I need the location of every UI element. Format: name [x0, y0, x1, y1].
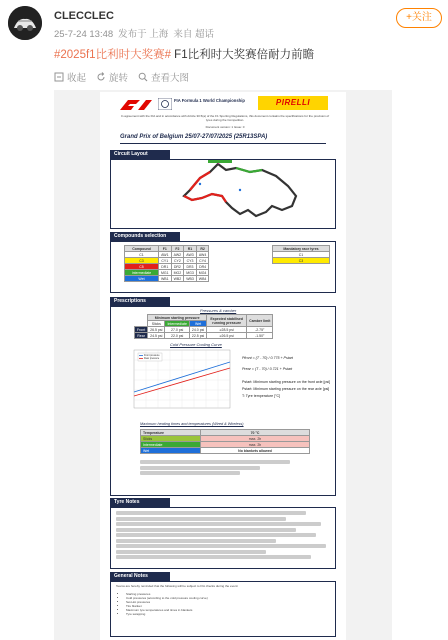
- header-cell: Wet: [189, 321, 206, 327]
- table-cell: WB3: [184, 276, 197, 282]
- compounds-table: [124, 245, 209, 282]
- grand-prix-title: Grand Prix of Belgium 25/07-27/07/2025 (25R13SPA): [120, 134, 268, 140]
- table-cell: WB2: [171, 276, 184, 282]
- fia-title: FIA Formula 1 World Championship: [174, 98, 245, 103]
- header-cell: Slicks: [148, 321, 165, 327]
- table-cell: WB1: [159, 276, 172, 282]
- pirelli-document: [100, 92, 346, 640]
- pressure-formulas: [242, 356, 334, 399]
- list-item: • Maximum tyre temperatures and times in blankets: [126, 608, 322, 612]
- curve-title: Cold Pressure Cooling Curve: [170, 342, 222, 347]
- header-cell: Intermediate: [165, 321, 189, 327]
- heating-footnotes: [140, 460, 300, 477]
- compound-cell: C3: [125, 258, 159, 264]
- table-cell: 26.5 psi: [148, 327, 165, 333]
- table-cell: CY2: [171, 258, 184, 264]
- section-tyre-notes: Tyre Notes: [110, 498, 170, 507]
- table-cell: 27.0 psi: [165, 327, 189, 333]
- table-cell: 22.5 psi: [189, 333, 206, 339]
- cooling-curve-plot: [124, 348, 234, 416]
- header-cell: R1: [184, 246, 197, 252]
- table-cell: DR1: [159, 264, 172, 270]
- rotate-button[interactable]: [96, 70, 128, 84]
- table-cell: CY1: [159, 258, 172, 264]
- list-item: • Starting pressures: [126, 592, 322, 596]
- table-cell: MG3: [184, 270, 197, 276]
- temperature-values: 70 °C: [201, 430, 310, 436]
- table-cell: MG1: [159, 270, 172, 276]
- pirelli-logo: PIRELLI: [258, 96, 328, 110]
- pstart-front-label: Pstart: Minimum starting pressure on the front axle [psi]: [242, 380, 331, 384]
- general-notes-lead: Teams are hereby reminded that the following will be subject to FIA checks during the event:: [116, 584, 239, 588]
- avatar-image-icon: [8, 6, 42, 40]
- heating-tyre-cell: Wet: [141, 448, 201, 454]
- hashtag-link[interactable]: #2025f1比利时大奖赛#: [54, 49, 171, 61]
- table-cell: AW1: [159, 252, 172, 258]
- mandatory-tyres-table: [272, 245, 330, 264]
- table-cell: AW3: [184, 252, 197, 258]
- heating-tyre-cell: Intermediate: [141, 442, 201, 448]
- group-header: Minimum starting pressure: [148, 315, 207, 321]
- compound-cell: Wet: [125, 276, 159, 282]
- username[interactable]: CLECCLEC: [54, 10, 114, 22]
- temperature-header: Temperature: [141, 430, 201, 436]
- timestamp: 25-7-24 13:48: [54, 29, 114, 40]
- list-item: • Tyre swapping: [126, 612, 322, 616]
- table-cell: ≥28.5 psi: [207, 327, 247, 333]
- circuit-map: [140, 160, 310, 228]
- section-circuit-layout: Circuit Layout: [110, 150, 170, 159]
- table-row: [125, 276, 209, 282]
- post-header: [0, 0, 448, 44]
- table-cell: 24.5 psi: [148, 333, 165, 339]
- table-cell: AW2: [171, 252, 184, 258]
- heating-value-cell: No blankets allowed: [201, 448, 310, 454]
- header-cell: R2: [196, 246, 209, 252]
- table-cell: ≥26.5 psi: [207, 333, 247, 339]
- axle-cell: Front: [135, 327, 148, 333]
- table-cell: DR3: [184, 264, 197, 270]
- collapse-label: 收起: [67, 73, 87, 84]
- list-item: • Cold pressures (according to the cold pressure cooling curve): [126, 596, 322, 600]
- table-cell: -1.50°: [247, 333, 273, 339]
- temperature-label: T: Tyre temperature [°C]: [242, 394, 281, 398]
- post-location: 发布于 上海: [118, 29, 169, 40]
- pstart-rear-label: Pstart: Minimum starting pressure on the rear axle [psi]: [242, 387, 330, 391]
- table-cell: WB4: [196, 276, 209, 282]
- table-cell: 22.0 psi: [165, 333, 189, 339]
- general-notes-list: [122, 592, 322, 616]
- collapse-button[interactable]: [54, 70, 86, 84]
- table-cell: 24.0 psi: [189, 327, 206, 333]
- header-cell: F1: [159, 246, 172, 252]
- post-meta: [54, 26, 219, 40]
- rotate-icon: [96, 72, 106, 82]
- header-cell: Compound: [125, 246, 159, 252]
- section-general-notes: General Notes: [110, 572, 170, 581]
- avatar[interactable]: [8, 6, 42, 40]
- pressures-table: [134, 314, 273, 339]
- table-cell: DR2: [171, 264, 184, 270]
- header-cell: F2: [171, 246, 184, 252]
- view-large-label: 查看大图: [151, 73, 190, 84]
- table-cell: AW4: [196, 252, 209, 258]
- heating-title: Maximum heating times and temperatures (Wired & Wireless): [140, 422, 244, 426]
- intro-text: In agreement with the FIA and in accordance with Article 30.5(a) of the F1 Sporting Regulations, this document contains the specifications for the provision of tyres during the Competition.: [120, 114, 330, 122]
- curve-legend: [144, 354, 160, 360]
- list-item: • Set-Hot pressures: [126, 600, 322, 604]
- section-compounds: Compounds selection: [110, 232, 180, 241]
- table-row: [141, 448, 310, 454]
- collapse-icon: [54, 72, 64, 82]
- legend-front: Front pressure: [144, 354, 160, 357]
- image-toolbar: [54, 70, 199, 84]
- view-large-button[interactable]: [138, 70, 189, 84]
- formula-front: Pfront = (T - 70) / 0.775 + Pstart: [242, 356, 293, 360]
- f1-logo-icon: [118, 98, 158, 112]
- list-item: • Tire blanket: [126, 604, 322, 608]
- legend-rear: Rear pressure: [144, 357, 160, 360]
- table-row: [135, 333, 273, 339]
- zoom-icon: [138, 72, 148, 82]
- post-body: F1比利时大奖赛倍耐力前瞻: [170, 49, 315, 61]
- mandatory-header: Mandatory race tyres: [273, 246, 330, 252]
- follow-button[interactable]: +关注: [396, 8, 442, 28]
- title-divider: [120, 143, 326, 144]
- table-cell: MG2: [171, 270, 184, 276]
- table-cell: DR4: [196, 264, 209, 270]
- camber-header: Camber limit: [247, 315, 273, 327]
- compound-cell: C5: [125, 264, 159, 270]
- table-cell: CY3: [184, 258, 197, 264]
- post-source[interactable]: 来自 超话: [173, 29, 214, 40]
- pressures-title: Pressures & camber: [200, 308, 237, 313]
- heating-table: [140, 429, 310, 454]
- section-prescriptions: Prescriptions: [110, 297, 170, 306]
- heating-value-cell: max. 2h: [201, 442, 310, 448]
- table-cell: CY4: [196, 258, 209, 264]
- mandatory-cell: C1: [273, 252, 330, 258]
- tyre-notes-list: [116, 511, 330, 561]
- axle-cell: Rear: [135, 333, 148, 339]
- fia-logo-icon: [158, 98, 172, 110]
- post-image[interactable]: [54, 90, 392, 640]
- heating-tyre-cell: Slicks: [141, 436, 201, 442]
- formula-rear: Prear = (T - 70) / 0.721 + Pstart: [242, 367, 293, 371]
- post-text: [54, 46, 314, 62]
- expected-header: Expected stabilised running pressure: [207, 315, 247, 327]
- document-version: Document version: 1 Issue: 0: [205, 125, 245, 129]
- compound-cell: C1: [125, 252, 159, 258]
- table-row: [273, 258, 330, 264]
- table-cell: MG4: [196, 270, 209, 276]
- rotate-label: 旋转: [109, 73, 129, 84]
- mandatory-cell: C3: [273, 258, 330, 264]
- compound-cell: Intermediate: [125, 270, 159, 276]
- heating-value-cell: max. 2h: [201, 436, 310, 442]
- table-cell: -2.75°: [247, 327, 273, 333]
